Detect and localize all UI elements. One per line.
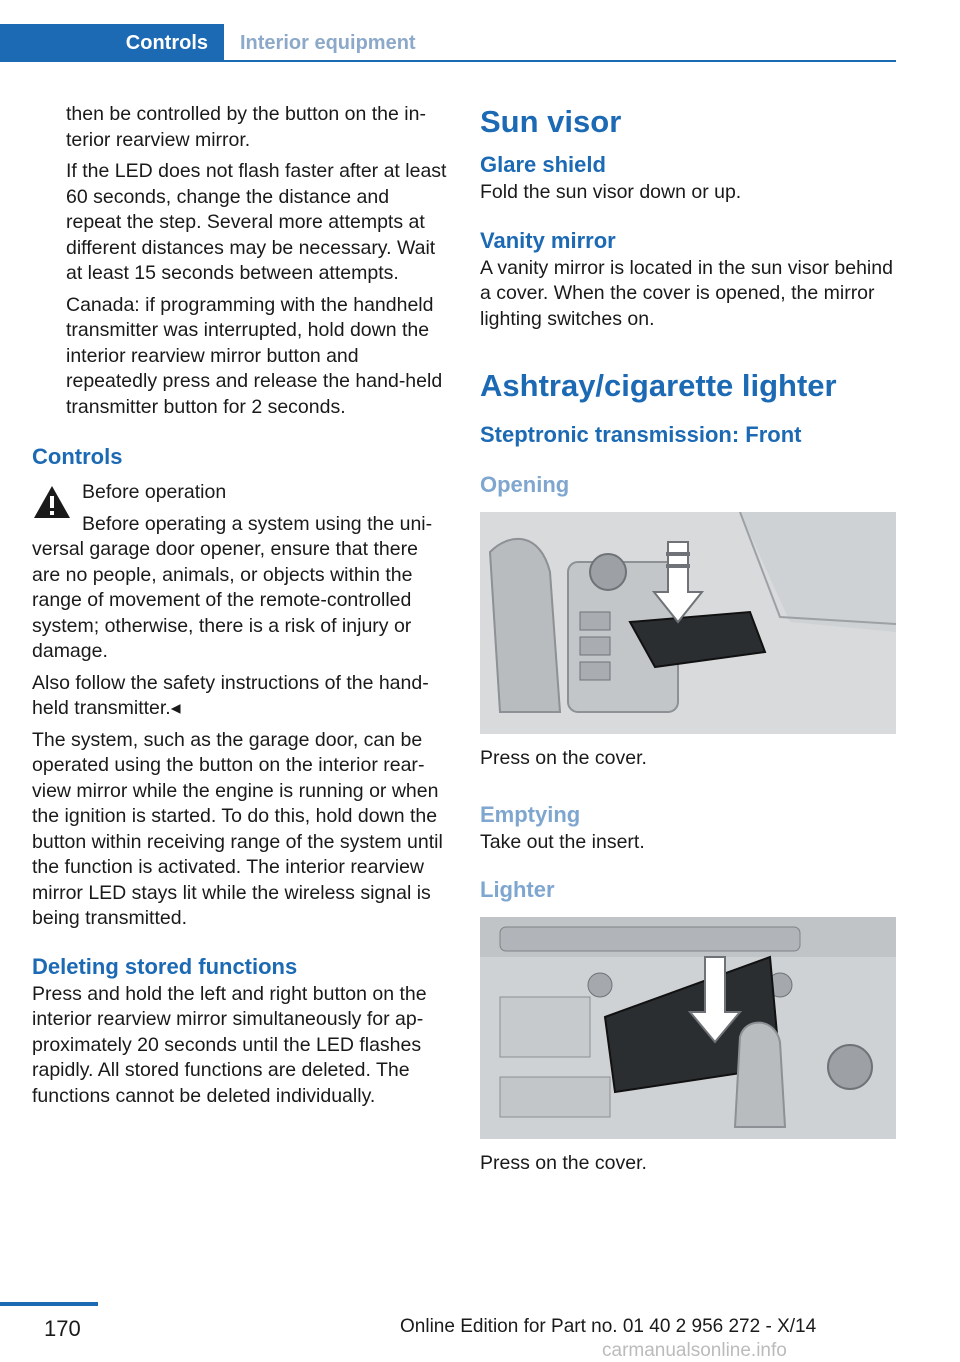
lighter-figure xyxy=(480,917,896,1139)
emptying-heading: Emptying xyxy=(480,801,581,827)
deleting-heading: Deleting stored functions xyxy=(32,953,298,979)
steptronic-heading: Steptronic transmission: Front xyxy=(480,422,802,447)
paragraph: Canada: if programming with the handheld transmitter was interrupted, hold down the interior rearview mirror button and repeatedly press and release the hand-held transmitter button for 2 seconds. xyxy=(66,293,443,418)
sun-visor-heading: Sun visor xyxy=(480,104,622,139)
paragraph: Press and hold the left and right button on the interior rearview mirror simultaneously for approximately 20 seconds until the LED flashes rapidly. All stored functions are deleted. The functions cannot be deleted individually. xyxy=(32,982,427,1107)
subsection-tab: Interior equipment xyxy=(240,31,416,54)
console-illustration xyxy=(480,917,896,1139)
edition-text: Online Edition for Part no. 01 40 2 956 272 - X/14 xyxy=(400,1316,817,1337)
opening-figure xyxy=(480,512,896,734)
warning-triangle-icon xyxy=(32,484,72,520)
glare-shield-heading: Glare shield xyxy=(480,152,606,177)
page-number: 170 xyxy=(44,1316,81,1341)
page-header xyxy=(0,24,896,62)
right-column xyxy=(480,102,896,1177)
paragraph: The system, such as the garage door, can be operated using the button on the interior rearview mirror while the engine is running or when the ignition is started. To do this, hold down the button within receiving range of the system until the function is activated. The interior rearview mirror LED stays lit while the wireless signal is being transmitted. xyxy=(32,728,443,929)
figure-caption: Press on the cover. xyxy=(480,1152,647,1174)
warning-follow: Also follow the safety instructions of the hand-held transmitter.◂ xyxy=(32,671,429,719)
page-number-bar xyxy=(0,1302,98,1306)
warning-body: Before operating a system using the universal garage door opener, ensure that there are no people, animals, or objects within the range of movement of the remote-controlled system; otherwise, there is a risk of injury or damage. xyxy=(32,512,433,662)
controls-heading: Controls xyxy=(32,444,123,469)
lighter-heading: Lighter xyxy=(480,877,555,902)
ashtray-heading: Ashtray/cigarette lighter xyxy=(480,368,837,403)
console-illustration xyxy=(480,512,896,734)
opening-heading: Opening xyxy=(480,472,570,497)
vanity-mirror-heading: Vanity mirror xyxy=(480,227,616,253)
paragraph: then be controlled by the button on the interior rearview mirror. xyxy=(66,103,426,151)
warning-title: Before operation xyxy=(82,481,227,503)
figure-caption: Press on the cover. xyxy=(480,747,647,769)
watermark: carmanualsonline.info xyxy=(602,1340,787,1361)
paragraph: Fold the sun visor down or up. xyxy=(480,181,742,203)
paragraph: Take out the insert. xyxy=(480,830,645,853)
paragraph: A vanity mirror is located in the sun visor behind a cover. When the cover is opened, the mirror lighting switches on. xyxy=(480,256,893,330)
warning-block xyxy=(32,480,448,506)
section-tab: Controls xyxy=(0,24,224,62)
left-column xyxy=(32,102,448,1109)
paragraph: If the LED does not flash faster after at least 60 seconds, change the distance and repeat the step. Several more attempts at different distances may be necessary. Wait at least 15 seconds between attempts. xyxy=(66,160,447,284)
